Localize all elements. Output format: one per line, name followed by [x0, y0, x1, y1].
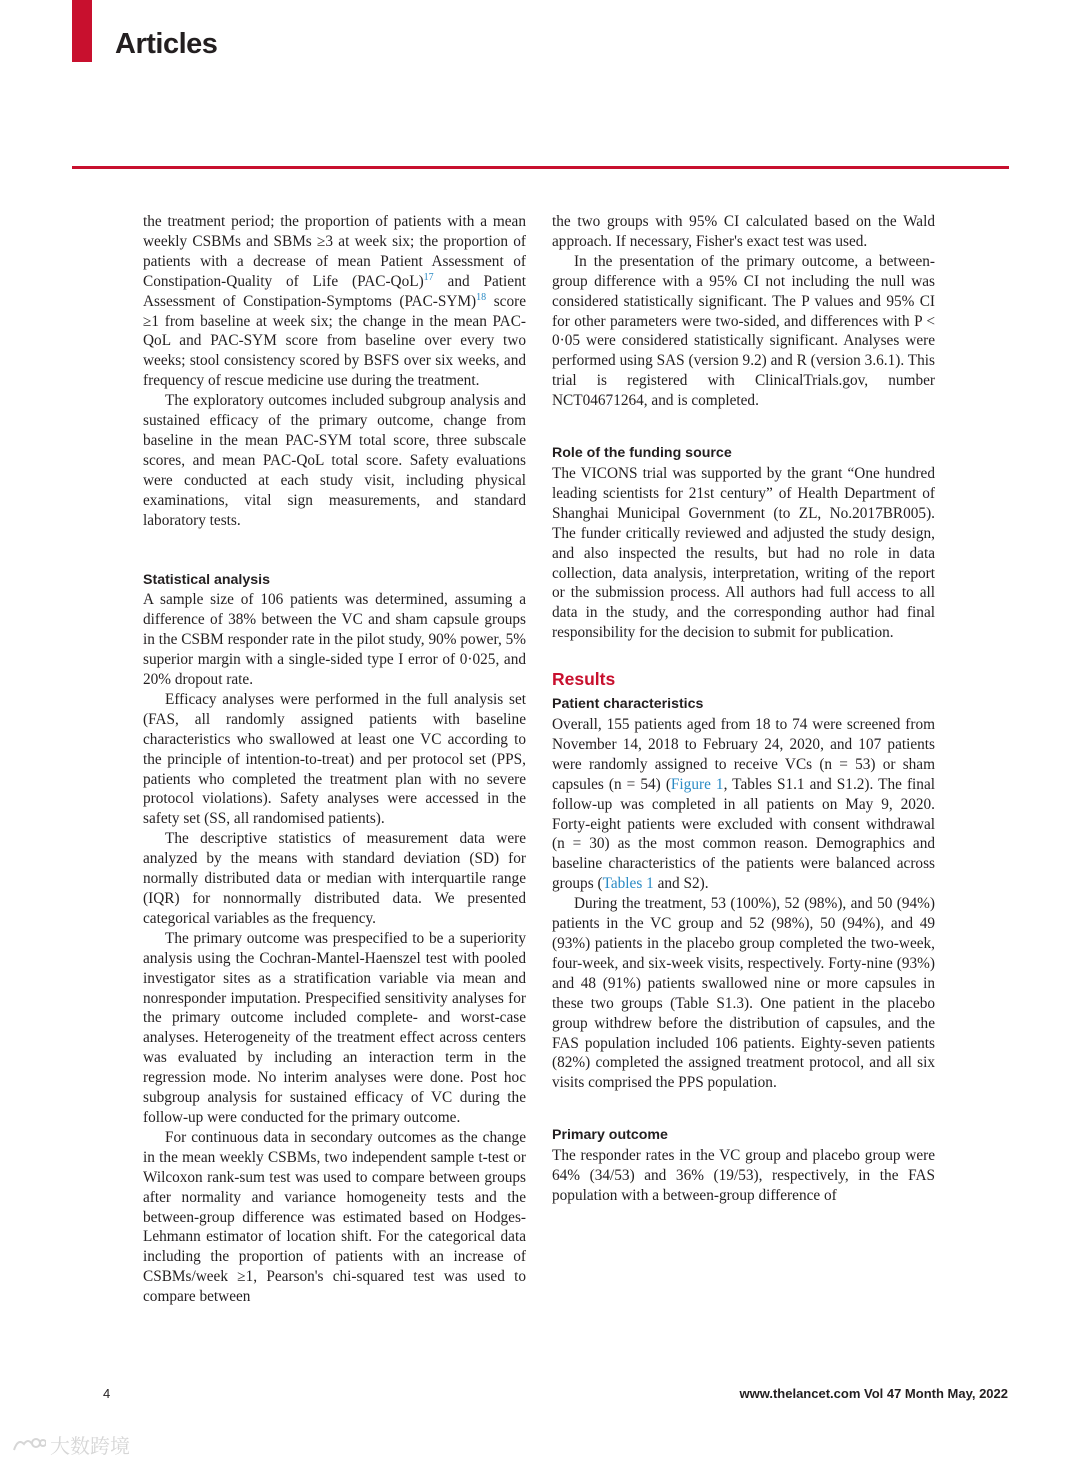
heading-funding-source: Role of the funding source [552, 445, 732, 462]
heading-results: Results [552, 669, 616, 690]
paragraph: During the treatment, 53 (100%), 52 (98%), and 50 (94%) patients in the VC group and 52 (98%), 50 (94%), and 49 (93%) patients in the placebo group completed the two-week, four-week, and six-week visits, respectively. Forty-nine (93%) and 48 (91%) patients swallowed nine or more capsules in these two groups (Table S1.3). One patient in the placebo group withdrew before the distribution of capsules, and the FAS population included 106 patients. Eighty-seven patients (82%) completed the assigned treatment protocol, and all six visits comprised the PPS population. [552, 895, 935, 1092]
paragraph: A sample size of 106 patients was determined, assuming a difference of 38% between the VC and sham capsule groups in the CSBM responder rate in the pilot study, 90% power, 5% superior margin with a single-sided type I error of 0·025, and 20% dropout rate. [143, 591, 526, 689]
section-label: Articles [115, 28, 218, 60]
figure-link[interactable]: Figure 1 [670, 775, 724, 793]
table-link[interactable]: Tables 1 [602, 875, 654, 893]
paragraph: The exploratory outcomes included subgroup analysis and sustained efficacy of the primary outcome, change from baseline in the mean PAC-SYM total score, three subscale scores, and mean PAC-QoL total score. Safety evaluations were conducted at each study visit, including physical examinations, vital sign measurements, and standard laboratory tests. [143, 392, 526, 529]
paragraph: the treatment period; the proportion of patients with a mean weekly CSBMs and SBMs ≥3 at week six; the proportion of patients with a decrease of mean Patient Assessment of Constipation-Quality of Life $(PAC-QoL)^{17}$ and Patient Assessment of Constipation-Symptoms $(PAC-SYM)^{18}$ score ≥1 from baseline at week six; the change in the mean PAC-QoL and PAC-SYM score from baseline over every two weeks; stool consistency scored by BSFS over six weeks, and frequency of rescue medicine use during the treatment. [143, 213, 526, 390]
paragraph: For continuous data in secondary outcomes as the change in the mean weekly CSBMs, two independent sample t-test or Wilcoxon rank-sum test was used to compare between groups after normality and variance homogeneity tests and the between-group difference was estimated based on Hodges-Lehmann estimator of location shift. For the categorical data including the proportion of patients with an increase of CSBMs/week ≥1, Pearson's chi-squared test was used to compare between [143, 1128, 526, 1306]
heading-statistical-analysis: Statistical analysis [143, 571, 270, 588]
paragraph: Efficacy analyses were performed in the full analysis set (FAS, all randomly assigned patients with baseline characteristics who swallowed at least one VC according to the principle of intention-to-treat) and per protocol set (PPS, patients who completed the treatment plan with no severe protocol violations). Safety analyses were accessed in the safety set (SS, all randomised patients). [143, 690, 526, 828]
paragraph: The VICONS trial was supported by the grant “One hundred leading scientists for 21st century” of Health Department of Shanghai Municipal Government (to ZL, No.2017BR005). The funder critically reviewed and adjusted the study design, and also inspected the results, but had no role in data collection, data analysis, interpretation, writing of the report or the submission process. All authors had full access to all data in the study, and the corresponding author had final responsibility for the decision to submit for publication. [552, 464, 935, 642]
left-column [143, 212, 526, 1307]
paragraph: the two groups with 95% CI calculated based on the Wald approach. If necessary, Fisher's exact test was used. [552, 213, 935, 250]
paragraph: In the presentation of the primary outcome, a between-group difference with a 95% CI not including the null was considered statistically significant. The P values and 95% CI for other parameters were two-sided, and differences with P < 0·05 were considered statistically significant. Analyses were performed using SAS (version 9.2) and R (version 3.6.1). This trial is registered with ClinicalTrials.gov, number NCT04671264, and is completed. [552, 252, 935, 410]
watermark [10, 1430, 130, 1459]
paragraph: The primary outcome was prespecified to be a superiority analysis using the Cochran-Mantel-Haenszel test with pooled investigator sites as a stratification variable via mean and nonresponder imputation. Prespecified sensitivity analyses for the primary outcome included complete- and worst-case analyses. Heterogeneity of the treatment effect across centers was evaluated by including an interaction term in the regression mode. No interim analyses were done. Post hoc subgroup analysis for sustained efficacy of VC during the follow-up were conducted for the primary outcome. [143, 929, 526, 1126]
journal-footer[interactable]: www.thelancet.com Vol 47 Month May, 2022 [739, 1386, 1008, 1401]
paragraph: The responder rates in the VC group and placebo group were 64% (34/53) and 36% (19/53), respectively, in the FAS population with a between-group difference of [552, 1147, 935, 1204]
watermark-logo-icon [10, 1434, 46, 1456]
paragraph: Overall, 155 patients aged from 18 to 74 were screened from November 14, 2018 to February 24, 2020, and 107 patients were randomly assigned to receive VCs (n = 53) or sham capsules (n = 54) (Figure 1, Tables S1.1 and S1.2). The final follow-up was completed in all patients on May 9, 2020. Forty-eight patients were excluded with consent withdrawal (n = 30) as the most common reason. Demographics and baseline characteristics of the patients were balanced across groups (Tables 1 and S2). [552, 716, 935, 893]
header-accent-bar [72, 0, 92, 62]
watermark-text: 大数跨境 [50, 1434, 130, 1458]
reference-link[interactable]: 17 [423, 271, 434, 283]
header-rule [72, 166, 1009, 169]
page-number: 4 [103, 1386, 111, 1401]
heading-patient-characteristics: Patient characteristics [552, 696, 704, 713]
reference-link[interactable]: 18 [476, 291, 487, 303]
paragraph: The descriptive statistics of measurement data were analyzed by the means with standard deviation (SD) for normally distributed data or median with interquartile range (IQR) for nonnormally distributed data. We presented categorical variables as the frequency. [143, 830, 526, 927]
heading-primary-outcome: Primary outcome [552, 1127, 668, 1144]
right-column [552, 212, 935, 1206]
